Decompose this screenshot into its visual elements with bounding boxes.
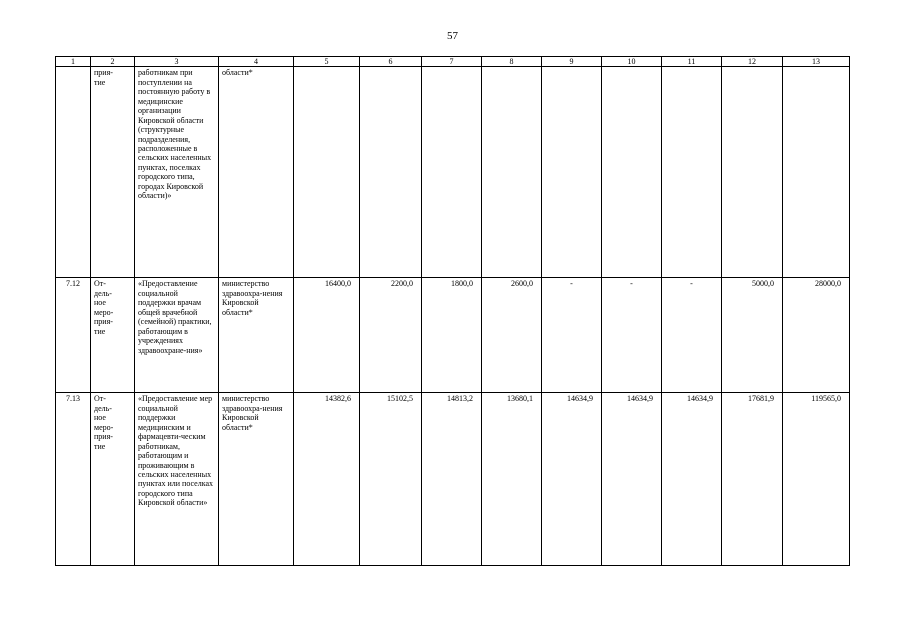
header-cell: 10 bbox=[602, 57, 662, 67]
value-cell bbox=[294, 67, 360, 278]
value-cell: 16400,0 bbox=[294, 278, 360, 393]
value-cell: 15102,5 bbox=[360, 393, 422, 566]
row-type: От- дель- ное меро- прия- тие bbox=[91, 278, 135, 393]
value-cell: 14813,2 bbox=[422, 393, 482, 566]
value-cell bbox=[783, 67, 850, 278]
value-cell bbox=[602, 67, 662, 278]
row-executor: министерство здравоохра-нения Кировской области* bbox=[219, 278, 294, 393]
row-number bbox=[56, 67, 91, 278]
row-type: прия- тие bbox=[91, 67, 135, 278]
table-row bbox=[56, 67, 850, 278]
value-cell: - bbox=[662, 278, 722, 393]
header-cell: 3 bbox=[135, 57, 219, 67]
header-cell: 7 bbox=[422, 57, 482, 67]
program-table bbox=[55, 56, 850, 566]
value-cell: 2200,0 bbox=[360, 278, 422, 393]
page-number: 57 bbox=[447, 30, 458, 42]
header-cell: 1 bbox=[56, 57, 91, 67]
header-cell: 8 bbox=[482, 57, 542, 67]
table-row bbox=[56, 278, 850, 393]
row-executor: министерство здравоохра-нения Кировской области* bbox=[219, 393, 294, 566]
header-cell: 13 bbox=[783, 57, 850, 67]
value-cell: 13680,1 bbox=[482, 393, 542, 566]
row-number: 7.12 bbox=[56, 278, 91, 393]
row-name: работникам при поступлении на постоянную работу в медицинские организации Кировской области (структурные подразделения, расположенные в сельских населенных пунктах, поселках городского типа, городах Кировской области)» bbox=[135, 67, 219, 278]
value-cell: 14634,9 bbox=[662, 393, 722, 566]
value-cell: - bbox=[602, 278, 662, 393]
value-cell: 119565,0 bbox=[783, 393, 850, 566]
table-row bbox=[56, 393, 850, 566]
value-cell: 5000,0 bbox=[722, 278, 783, 393]
header-cell: 4 bbox=[219, 57, 294, 67]
header-cell: 2 bbox=[91, 57, 135, 67]
row-name: «Предоставление социальной поддержки врачам общей врачебной (семейной) практики, работающим в учреждениях здравоохране-ния» bbox=[135, 278, 219, 393]
value-cell bbox=[482, 67, 542, 278]
header-cell: 11 bbox=[662, 57, 722, 67]
value-cell: 14634,9 bbox=[602, 393, 662, 566]
value-cell bbox=[542, 67, 602, 278]
value-cell bbox=[662, 67, 722, 278]
header-cell: 6 bbox=[360, 57, 422, 67]
value-cell: 2600,0 bbox=[482, 278, 542, 393]
row-executor: области* bbox=[219, 67, 294, 278]
value-cell: 1800,0 bbox=[422, 278, 482, 393]
header-cell: 5 bbox=[294, 57, 360, 67]
value-cell: 17681,9 bbox=[722, 393, 783, 566]
value-cell bbox=[422, 67, 482, 278]
row-type: От- дель- ное меро- прия- тие bbox=[91, 393, 135, 566]
value-cell: 14382,6 bbox=[294, 393, 360, 566]
row-name: «Предоставление мер социальной поддержки медицинским и фармацевти-ческим работникам, работающим и проживающим в сельских населенных пунктах или поселках городского типа Кировской области» bbox=[135, 393, 219, 566]
header-cell: 9 bbox=[542, 57, 602, 67]
value-cell bbox=[360, 67, 422, 278]
header-row bbox=[56, 57, 850, 67]
value-cell: 28000,0 bbox=[783, 278, 850, 393]
value-cell bbox=[722, 67, 783, 278]
header-cell: 12 bbox=[722, 57, 783, 67]
value-cell: 14634,9 bbox=[542, 393, 602, 566]
row-number: 7.13 bbox=[56, 393, 91, 566]
value-cell: - bbox=[542, 278, 602, 393]
